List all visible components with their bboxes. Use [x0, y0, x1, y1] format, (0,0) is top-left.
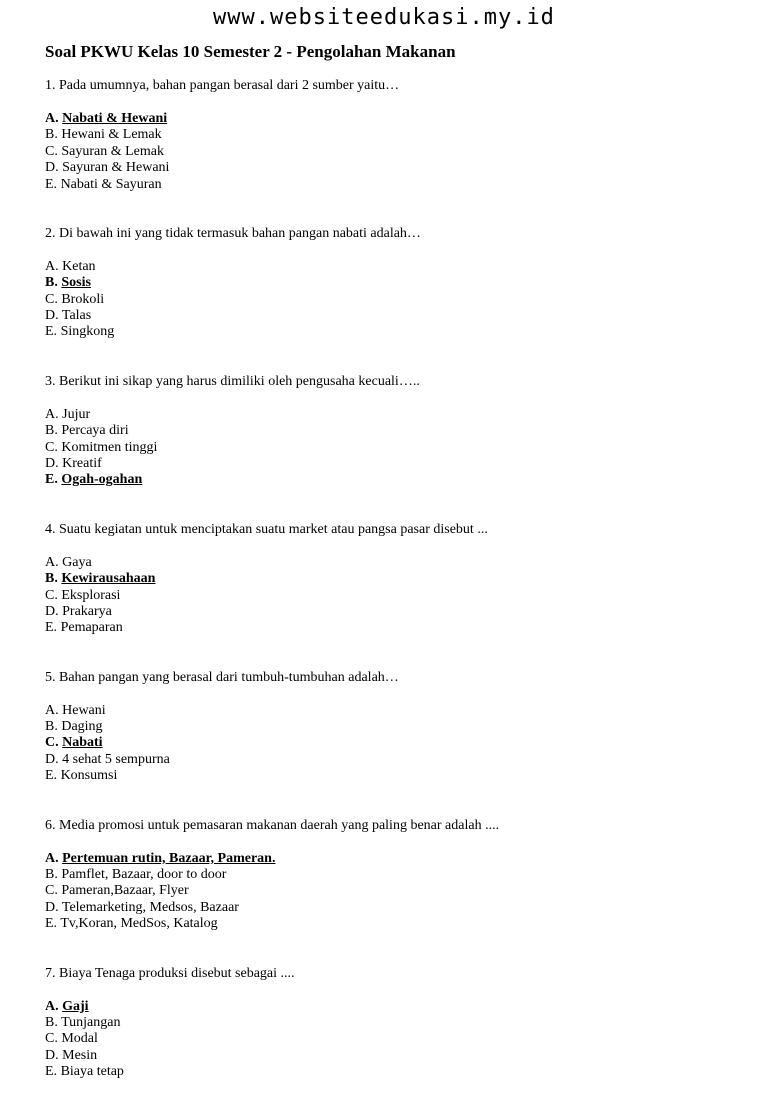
option-text: Percaya diri [61, 423, 129, 439]
option-letter: A. [45, 110, 59, 126]
question-block [45, 226, 735, 341]
option-letter: A. [45, 850, 59, 866]
option-letter: E. [45, 1064, 58, 1080]
answer-option [45, 127, 735, 143]
question-block [45, 522, 735, 637]
option-letter: C. [45, 1031, 58, 1047]
option-letter: E. [45, 472, 58, 488]
answer-option [45, 144, 735, 160]
question-block [45, 966, 735, 1081]
answer-option-correct [45, 275, 735, 291]
option-letter: B. [45, 423, 58, 439]
option-text: Komitmen tinggi [61, 439, 158, 455]
option-letter: A. [45, 258, 59, 274]
answer-option-correct [45, 999, 735, 1015]
option-text: Nabati & Hewani [62, 110, 168, 126]
option-text: Brokoli [61, 291, 105, 307]
option-letter: A. [45, 702, 59, 718]
answer-option [45, 259, 735, 275]
option-text: Ogah-ogahan [61, 472, 143, 488]
option-text: Mesin [62, 1047, 98, 1063]
document-title: Soal PKWU Kelas 10 Semester 2 - Pengolahan Makanan [45, 42, 456, 61]
option-letter: D. [45, 899, 59, 915]
option-letter: C. [45, 587, 58, 603]
answer-option [45, 324, 735, 340]
answer-option [45, 423, 735, 439]
option-letter: B. [45, 571, 58, 587]
question-text: 2. Di bawah ini yang tidak termasuk bahan pangan nabati adalah… [45, 225, 421, 241]
option-text: Pemaparan [60, 620, 123, 636]
option-text: Daging [61, 719, 103, 735]
option-letter: D. [45, 308, 59, 324]
option-letter: D. [45, 160, 59, 176]
option-letter: E. [45, 176, 58, 192]
site-watermark: www.websiteedukasi.my.id [213, 5, 555, 30]
option-letter: B. [45, 127, 58, 143]
option-text: Tunjangan [61, 1014, 121, 1030]
answer-option [45, 620, 735, 636]
answer-option [45, 752, 735, 768]
option-text: Eksplorasi [61, 587, 121, 603]
answer-option [45, 1015, 735, 1031]
question-text: 5. Bahan pangan yang berasal dari tumbuh-tumbuhan adalah… [45, 669, 399, 685]
answer-option [45, 440, 735, 456]
option-text: Hewani [62, 702, 106, 718]
answer-option-correct [45, 472, 735, 488]
answer-option [45, 407, 735, 423]
option-text: Biaya tetap [60, 1064, 124, 1080]
option-text: Tv,Koran, MedSos, Katalog [60, 916, 218, 932]
answer-option-correct [45, 735, 735, 751]
option-text: Pameran,Bazaar, Flyer [61, 883, 189, 899]
question-block [45, 818, 735, 933]
answer-option [45, 719, 735, 735]
option-letter: A. [45, 554, 59, 570]
option-text: Modal [61, 1031, 98, 1047]
option-letter: C. [45, 883, 58, 899]
option-text: 4 sehat 5 sempurna [62, 751, 170, 767]
option-text: Pamflet, Bazaar, door to door [61, 867, 227, 882]
option-letter: A. [45, 998, 59, 1014]
answer-option [45, 160, 735, 176]
option-text: Nabati & Sayuran [60, 176, 162, 192]
option-text: Hewani & Lemak [61, 127, 162, 143]
option-text: Kewirausahaan [61, 571, 156, 587]
question-block [45, 78, 735, 193]
answer-option [45, 604, 735, 620]
answer-option [45, 588, 735, 604]
option-letter: B. [45, 867, 58, 882]
option-letter: C. [45, 291, 58, 307]
answer-option [45, 1048, 735, 1064]
answer-option [45, 555, 735, 571]
answer-option [45, 768, 735, 784]
option-text: Singkong [60, 324, 115, 340]
option-text: Kreatif [62, 456, 102, 471]
option-letter: C. [45, 735, 59, 751]
option-text: Gaji [62, 998, 89, 1014]
option-text: Nabati [62, 735, 103, 751]
answer-option [45, 703, 735, 719]
answer-option [45, 177, 735, 193]
option-text: Sosis [61, 275, 91, 291]
answer-option [45, 308, 735, 324]
answer-option [45, 883, 735, 899]
option-text: Pertemuan rutin, Bazaar, Pameran. [62, 850, 276, 866]
question-list [45, 78, 735, 1081]
answer-option [45, 900, 735, 916]
option-letter: D. [45, 1047, 59, 1063]
answer-option-correct [45, 851, 735, 867]
option-text: Sayuran & Hewani [62, 160, 170, 176]
option-letter: E. [45, 768, 58, 784]
option-text: Gaya [62, 554, 92, 570]
answer-option-correct [45, 111, 735, 127]
question-text: 4. Suatu kegiatan untuk menciptakan suatu market atau pangsa pasar disebut ... [45, 521, 488, 537]
answer-option [45, 456, 735, 472]
answer-option-correct [45, 571, 735, 587]
option-letter: B. [45, 275, 58, 291]
answer-option [45, 867, 735, 883]
question-text: 7. Biaya Tenaga produksi disebut sebagai .... [45, 965, 295, 981]
answer-option [45, 1031, 735, 1047]
option-letter: E. [45, 620, 58, 636]
option-letter: E. [45, 916, 58, 932]
answer-option [45, 292, 735, 308]
option-text: Konsumsi [60, 768, 118, 784]
document [45, 42, 735, 1114]
option-letter: C. [45, 143, 58, 159]
option-text: Ketan [62, 258, 96, 274]
option-text: Telemarketing, Medsos, Bazaar [61, 899, 239, 915]
question-text: 6. Media promosi untuk pemasaran makanan daerah yang paling benar adalah .... [45, 817, 500, 833]
option-letter: B. [45, 1014, 58, 1030]
question-block [45, 374, 735, 489]
option-text: Talas [61, 308, 92, 324]
option-text: Prakarya [62, 603, 112, 619]
answer-option [45, 916, 735, 932]
option-letter: D. [45, 603, 59, 619]
question-text: 1. Pada umumnya, bahan pangan berasal dari 2 sumber yaitu… [45, 78, 400, 93]
option-letter: D. [45, 751, 59, 767]
question-text: 3. Berikut ini sikap yang harus dimiliki oleh pengusaha kecuali….. [45, 373, 420, 389]
option-letter: D. [45, 456, 59, 471]
option-letter: C. [45, 439, 58, 455]
option-text: Jujur [62, 406, 91, 422]
option-letter: E. [45, 324, 58, 340]
question-block [45, 670, 735, 785]
option-letter: A. [45, 406, 59, 422]
answer-option [45, 1064, 735, 1080]
option-letter: B. [45, 719, 58, 735]
option-text: Sayuran & Lemak [61, 143, 164, 159]
